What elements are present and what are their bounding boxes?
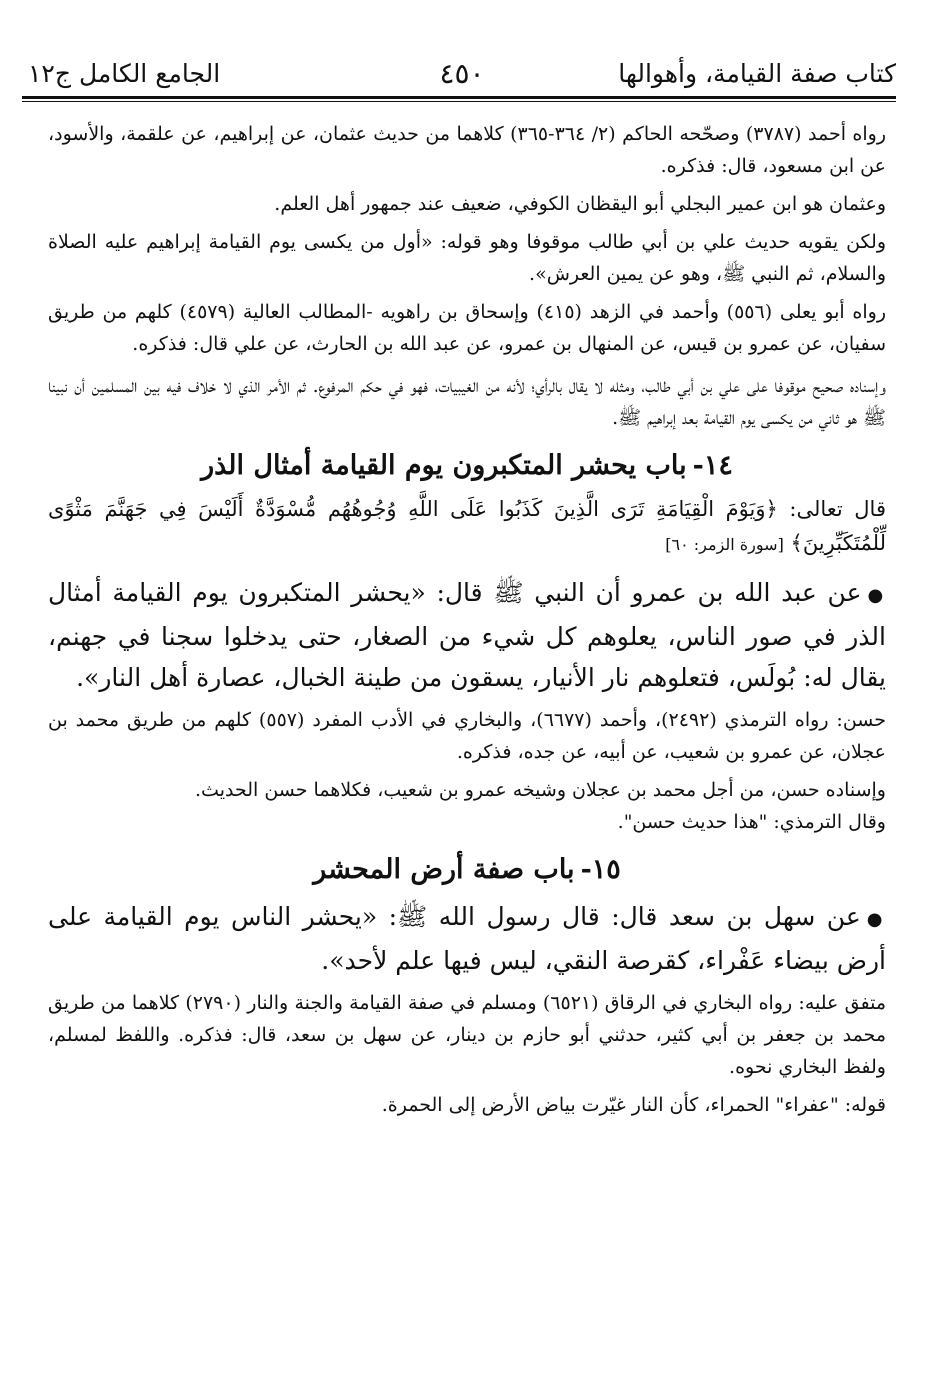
volume-title: الجامع الكامل ج١٢ (28, 58, 221, 88)
hadith-body: عن سهل بن سعد قال: قال رسول الله ﷺ: «يحشر الناس يوم القيامة على أرض بيضاء عَفْراء، كقرصة النقي، ليس فيها علم لأحد». (48, 902, 886, 975)
takhrij-paragraph: رواه أحمد (٣٧٨٧) وصحّحه الحاكم (٢/ ٣٦٤-٣٦٥) كلاهما من حديث عثمان، عن إبراهيم، عن علقمة، والأسود، عن ابن مسعود، قال: فذكره. (48, 123, 887, 177)
chapter-title: باب يحشر المتكبرون يوم القيامة أمثال الذر (201, 450, 687, 481)
grading-paragraph: حسن: رواه الترمذي (٢٤٩٢)، وأحمد (٦٦٧٧)، والبخاري في الأدب المفرد (٥٥٧) كلهم من طريق محمد بن عجلان، عن عمرو بن شعيب، عن أبيه، عن جده، فذكره. (48, 709, 886, 763)
chapter-number: ١٤- (692, 450, 733, 481)
word-explanation: قوله: "عفراء" الحمراء، كأن النار غيّرت بياض الأرض إلى الحمرة. (381, 1094, 886, 1116)
running-header (28, 52, 896, 94)
header-rule-thin (22, 101, 896, 102)
page-number: ٤٥٠ (439, 56, 485, 90)
chapter-heading (48, 446, 886, 486)
grading-paragraph: متفق عليه: رواه البخاري في الرقاق (٦٥٢١) ومسلم في صفة القيامة والجنة والنار (٢٧٩٠) كلاهما من طريق محمد بن جعفر بن أبي كثير، حدثني أبو حازم بن دينار، عن سهل بن سعد، قال: فذكره. واللفظ لمسلم، ولفظ البخاري نحوه. (48, 992, 887, 1078)
bullet-icon: ● (866, 909, 886, 930)
narrator-note: وعثمان هو ابن عمير البجلي أبو اليقظان الكوفي، ضعيف عند جمهور أهل العلم. (274, 193, 886, 215)
takhrij-paragraph: رواه أبو يعلى (٥٥٦) وأحمد في الزهد (٤١٥) وإسحاق بن راهويه -المطالب العالية (٤٥٧٩) كلهم من طريق سفيان، عن عمرو بن قيس، عن المنهال بن عمرو، عن عبد الله بن الحارث، عن علي قال: فذكره. (48, 301, 887, 355)
hadith-text (48, 572, 886, 698)
quran-verse (48, 492, 886, 562)
book-title: كتاب صفة القيامة، وأهوالها (618, 58, 896, 88)
surah-reference: [سورة الزمر: ٦٠] (665, 535, 784, 554)
supporting-report: ولكن يقويه حديث علي بن أبي طالب موقوفا وهو قوله: «أول من يكسى يوم القيامة إبراهيم عليه الصلاة والسلام، ثم النبي ﷺ، وهو عن يمين العرش». (48, 231, 886, 285)
hadith-text (48, 896, 886, 981)
chapter-number: ١٥- (580, 854, 621, 885)
hadith-body: عن عبد الله بن عمرو أن النبي ﷺ قال: «يحشر المتكبرون يوم القيامة أمثال الذر في صور الناس، يعلوهم كل شيء من الصغار، حتى يدخلوا سجنا في جهنم، يقال له: بُولَس، فتعلوهم نار الأنيار، يسقون من طينة الخبال، عصارة أهل النار». (48, 578, 886, 692)
page-content (48, 118, 886, 1121)
quran-text: قال تعالى: ﴿وَيَوْمَ الْقِيَامَةِ تَرَى الَّذِينَ كَذَبُوا عَلَى اللَّهِ وُجُوهُهُم مُّسْوَدَّةٌ أَلَيْسَ فِي جَهَنَّمَ مَثْوًى لِّلْمُتَكَبِّرِينَ﴾ (48, 497, 886, 555)
chapter-heading (48, 850, 886, 890)
tirmidhi-quote: وقال الترمذي: "هذا حديث حسن". (617, 811, 886, 833)
isnad-ruling: وإسناده صحيح موقوفا على علي بن أبي طالب، ومثله لا يقال بالرأي؛ لأنه من الغيبيات، فهو في حكم المرفوع. ثم الأمر الذي لا خلاف فيه بين المسلمين أن نبينا ﷺ هو ثاني من يكسى يوم القيامة بعد إبراهيم ﷺ. (48, 375, 886, 429)
bullet-icon: ● (867, 585, 886, 606)
header-rule (22, 96, 896, 99)
isnad-ruling: وإسناده حسن، من أجل محمد بن عجلان وشيخه عمرو بن شعيب، فكلاهما حسن الحديث. (195, 779, 886, 801)
chapter-title: باب صفة أرض المحشر (313, 854, 575, 885)
